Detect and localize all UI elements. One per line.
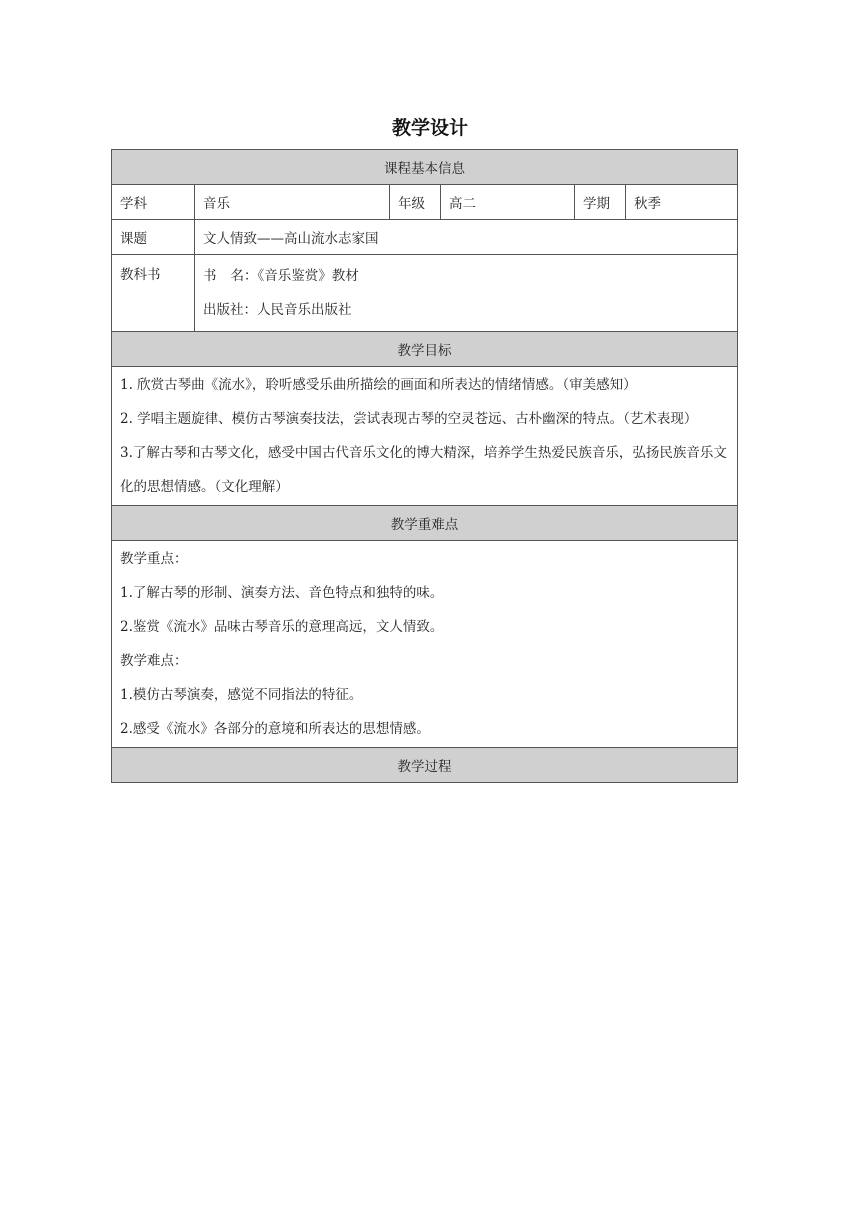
difficult-point-item: 1.模仿古琴演奏，感觉不同指法的特征。 [120, 687, 363, 703]
book-name-label: 书 [203, 268, 217, 284]
objective-item: 1. 欣赏古琴曲《流水》，聆听感受乐曲所描绘的画面和所表达的情绪情感。（审美感知） [120, 377, 637, 393]
document-title: 教学设计 [391, 117, 468, 139]
objectives-row [112, 367, 738, 506]
topic-label: 课题 [112, 220, 195, 255]
key-point-item: 1.了解古琴的形制、演奏方法、音色特点和独特的味。 [120, 585, 444, 601]
basic-info-header: 课程基本信息 [112, 150, 738, 185]
book-name-label-2: 名： [230, 268, 258, 284]
grade-label: 年级 [390, 185, 441, 220]
subject-row [112, 185, 738, 220]
textbook-label [112, 255, 195, 332]
objectives-header-row [112, 332, 738, 367]
objectives-content [112, 367, 738, 506]
book-name-line [203, 259, 729, 293]
difficult-points-label: 教学难点： [120, 653, 188, 669]
topic-row [112, 220, 738, 255]
textbook-row [112, 255, 738, 332]
textbook-label-text: 教科书 [120, 267, 161, 283]
key-points-header-row [112, 506, 738, 541]
term-label: 学期 [575, 185, 626, 220]
publisher-value: 人民音乐出版社 [257, 302, 352, 318]
book-name-value: 《音乐鉴赏》教材 [257, 268, 359, 284]
topic-value: 文人情致——高山流水志家国 [195, 220, 738, 255]
objective-item: 3.了解古琴和古琴文化，感受中国古代音乐文化的博大精深，培养学生热爱民族音乐，弘扬民族音乐文化的思想情感。（文化理解） [120, 445, 727, 495]
key-points-row [112, 541, 738, 748]
subject-label: 学科 [112, 185, 195, 220]
key-points-content [112, 541, 738, 748]
key-point-item: 2.鉴赏《流水》品味古琴音乐的意理高远，文人情致。 [120, 619, 444, 635]
basic-info-header-row [112, 150, 738, 185]
publisher-line [203, 293, 729, 327]
textbook-details [195, 255, 738, 332]
process-header-row [112, 748, 738, 783]
process-header: 教学过程 [112, 748, 738, 783]
subject-value: 音乐 [195, 185, 390, 220]
publisher-label: 出版社： [203, 302, 257, 318]
grade-value: 高二 [441, 185, 575, 220]
difficult-point-item: 2.感受《流水》各部分的意境和所表达的思想情感。 [120, 721, 430, 737]
key-points-label: 教学重点： [120, 551, 188, 567]
lesson-plan-table [111, 149, 738, 783]
key-points-header: 教学重难点 [112, 506, 738, 541]
objective-item: 2. 学唱主题旋律、模仿古琴演奏技法，尝试表现古琴的空灵苍远、古朴幽深的特点。（艺术表现） [120, 411, 698, 427]
objectives-header: 教学目标 [112, 332, 738, 367]
term-value: 秋季 [626, 185, 738, 220]
